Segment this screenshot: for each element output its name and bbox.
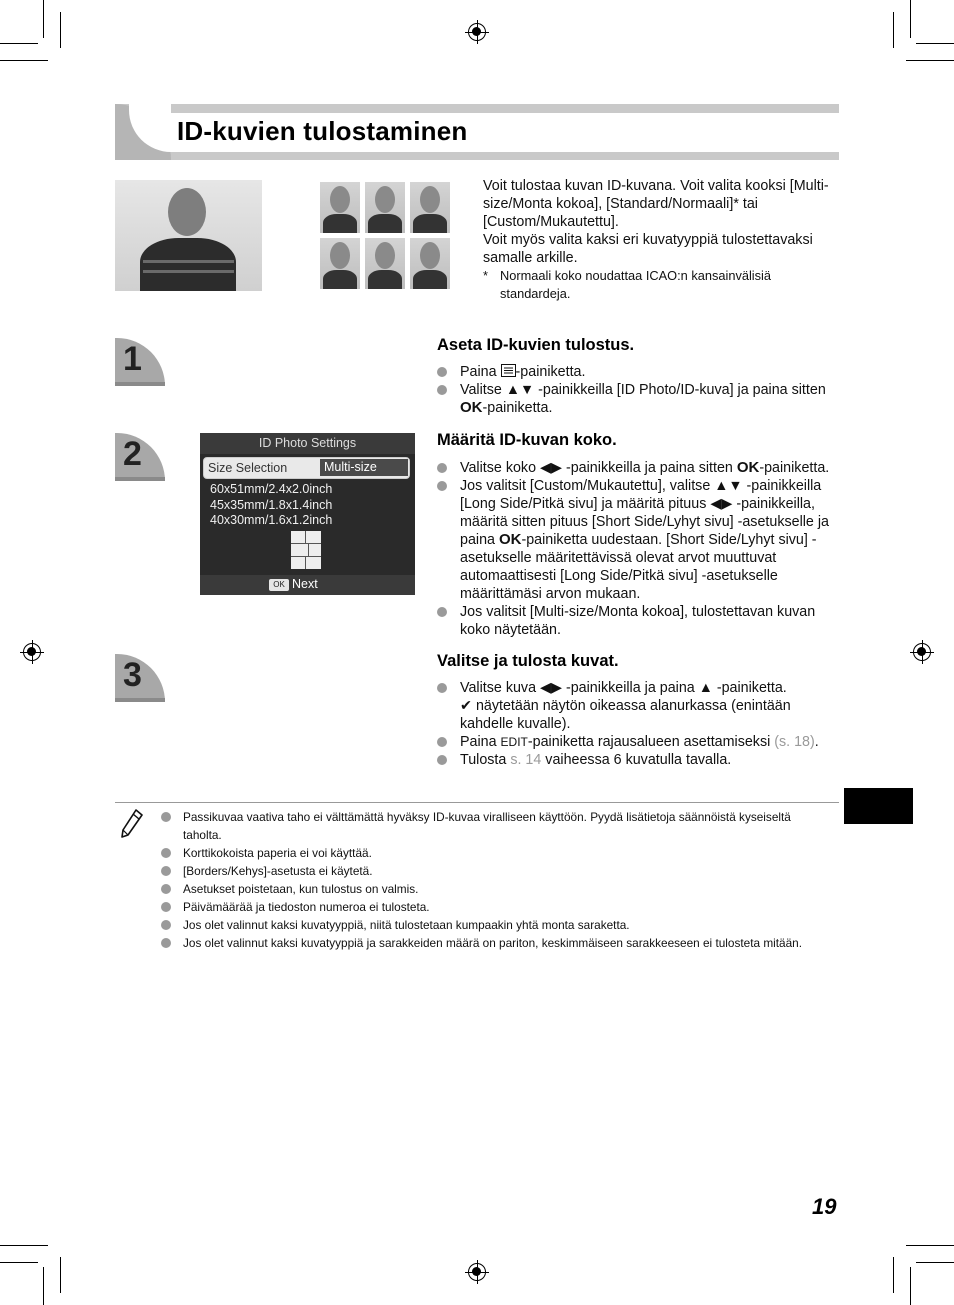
lcd-screen [200,433,415,595]
step-3-bullets [437,679,839,769]
ok-button-icon: OK [498,531,522,548]
list-item: Tulosta s. 14 vaiheessa 6 kuvatulla tavalla. [437,751,839,769]
section-tab [844,788,913,824]
page-title: ID-kuvien tulostaminen [177,116,468,146]
list-item: [Borders/Kehys]-asetusta ei käytetä. [161,862,831,880]
list-item: Korttikokoista paperia ei voi käyttää. [161,844,831,862]
page-number: 19 [812,1194,837,1219]
portrait-photo [115,180,262,291]
intro-paragraph: Voit myös valita kaksi eri kuvatyyppiä tulostettavaksi samalle arkille. [483,232,813,266]
crop-mark [43,0,44,38]
crop-mark [893,12,894,48]
step-1-heading: Aseta ID-kuvien tulostus. [437,336,635,354]
footnote-marker: * [483,268,488,283]
size-option: 40x30mm/1.6x1.2inch [210,513,333,527]
step-2-tab [115,433,165,481]
crop-mark [910,0,911,38]
up-arrow-icon: ▲ [698,680,713,696]
intro-text [483,177,833,267]
list-item: Valitse koko ◀▶ -painikkeilla ja paina sitten OK-painiketta. [437,459,839,477]
ok-button-icon: OK [460,399,483,416]
list-item: Jos olet valinnut kaksi kuvatyyppiä ja sarakkeiden määrä on pariton, keskimmäiseen sarakkeeseen ei tulosteta mitään. [161,934,831,952]
footnote-text: Normaali koko noudattaa ICAO:n kansainvälisiä standardeja. [500,268,772,301]
divider [115,802,839,803]
ok-button-icon: OK [736,459,760,476]
title-band-top [115,104,839,113]
size-selection-label: Size Selection [208,461,288,475]
page-reference-link[interactable]: s. 14 [510,752,542,768]
title-tab-decoration [115,104,171,160]
step-number: 2 [123,435,142,473]
list-item: Jos valitsit [Custom/Mukautettu], valitse ▲▼ -painikkeilla [Long Side/Pitkä sivu] ja määritä pituus ◀▶ -painikkeilla, määritä sitten pituus [Short Side/Lyhyt sivu] -asetukselle ja paina OK-painiketta uudestaan. [Short Side/Lyhyt sivu] -asetukselle määritettävissä olevat arvot muuttuvat automaattisesti [Long Side/Pitkä sivu] -asetukselle määrittämäsi arvon mukaan. [437,477,839,603]
size-option: 45x35mm/1.8x1.4inch [210,498,333,512]
layout-preview-icon [291,531,321,569]
crop-mark [906,1245,954,1246]
pencil-icon [120,808,144,838]
next-label: Next [292,577,318,591]
left-right-arrows-icon: ◀▶ [540,460,562,476]
check-icon: ✔ [460,698,472,714]
list-item: Valitse kuva ◀▶ -painikkeilla ja paina ▲ -painiketta. ✔ näytetään näytön oikeassa alanurkassa (enintään kahdelle kuvalle). [437,679,839,733]
id-photo-thumbnails [320,182,450,290]
lcd-footer [200,575,415,595]
title-band-bottom [115,152,839,160]
list-item: Valitse ▲▼ -painikkeilla [ID Photo/ID-kuva] ja paina sitten OK-painiketta. [437,381,839,417]
thumbnail [320,182,360,233]
thumbnail [320,238,360,289]
crop-mark [0,43,38,44]
step-1-tab [115,338,165,386]
registration-mark-icon [468,23,486,41]
list-item: Päivämäärää ja tiedoston numeroa ei tulosteta. [161,898,831,916]
crop-mark [0,1262,38,1263]
step-2-heading: Määritä ID-kuvan koko. [437,431,617,449]
menu-icon [501,364,516,377]
size-option: 60x51mm/2.4x2.0inch [210,482,333,496]
step-3-heading: Valitse ja tulosta kuvat. [437,652,619,670]
size-selection-value: Multi-size [320,459,408,476]
step-3-tab [115,654,165,702]
crop-mark [916,1262,954,1263]
size-selection-control[interactable] [203,457,410,479]
thumbnail [410,238,450,289]
crop-mark [0,1245,48,1246]
thumbnail [365,238,405,289]
page-reference-link[interactable]: (s. 18) [774,734,815,750]
crop-mark [60,12,61,48]
step-2-bullets [437,459,839,639]
crop-mark [910,1267,911,1305]
crop-mark [906,60,954,61]
crop-mark [916,43,954,44]
ok-button-icon: OK [269,579,289,591]
notes-list [161,808,831,952]
list-item: Jos valitsit [Multi-size/Monta kokoa], tulostettavan kuvan koko näytetään. [437,603,839,639]
registration-mark-icon [23,643,41,661]
thumbnail [410,182,450,233]
left-right-arrows-icon: ◀▶ [710,496,733,512]
list-item: Paina -painiketta. [437,363,839,381]
step-1-bullets [437,363,839,417]
thumbnail [365,182,405,233]
list-item: Paina EDIT-painiketta rajausalueen asettamiseksi (s. 18). [437,733,839,751]
edit-button-label: EDIT [500,735,528,749]
crop-mark [60,1257,61,1293]
crop-mark [0,60,48,61]
up-down-arrows-icon: ▲▼ [505,382,535,398]
up-down-arrows-icon: ▲▼ [714,478,743,494]
left-right-arrows-icon: ◀▶ [540,680,562,696]
registration-mark-icon [913,643,931,661]
list-item: Passikuvaa vaativa taho ei välttämättä hyväksy ID-kuvaa viralliseen käyttöön. Pyydä lisätietoja säännöistä kyseiseltä taholta. [161,808,831,844]
step-number: 3 [123,656,142,694]
list-item: Jos olet valinnut kaksi kuvatyyppiä, niitä tulostetaan kumpaakin yhtä monta saraketta. [161,916,831,934]
crop-mark [893,1257,894,1293]
crop-mark [43,1267,44,1305]
step-number: 1 [123,340,142,378]
lcd-header: ID Photo Settings [200,433,415,454]
list-item: Asetukset poistetaan, kun tulostus on valmis. [161,880,831,898]
intro-paragraph: Voit tulostaa kuvan ID-kuvana. Voit valita kooksi [Multi-size/Monta kokoa], [Standard/Normaali]* tai [Custom/Mukautettu]. [483,178,829,230]
registration-mark-icon [468,1263,486,1281]
